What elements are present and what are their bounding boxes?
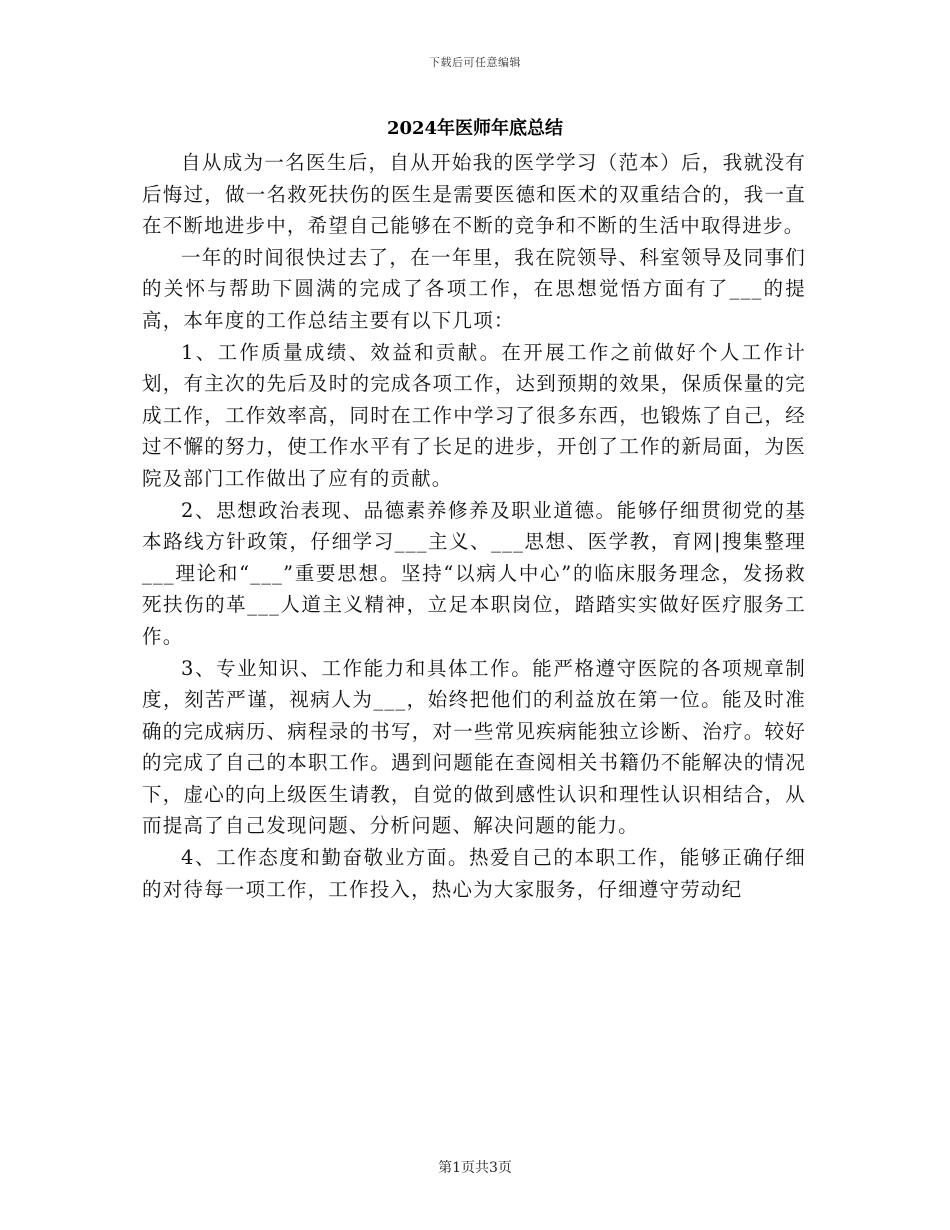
paragraph-item-4: 4、工作态度和勤奋敬业方面。热爱自己的本职工作，能够正确仔细的对待每一项工作，工作投入，热心为大家服务，仔细遵守劳动纪 [142,846,806,901]
paragraph-intro: 自从成为一名医生后，自从开始我的医学学习（范本）后，我就没有后悔过，做一名救死扶伤的医生是需要医德和医术的双重结合的，我一直在不断地进步中，希望自己能够在不断的竞争和不断的生活中取得进步。 [142,151,806,238]
document-title: 2024年医师年底总结 [386,118,564,139]
paragraph-item-3: 3、专业知识、工作能力和具体工作。能严格遵守医院的各项规章制度，刻苦严谨，视病人为___，始终把他们的利益放在第一位。能及时准确的完成病历、病程录的书写，对一些常见疾病能独立诊断、治疗。较好的完成了自己的本职工作。遇到问题能在查阅相关书籍仍不能解决的情况下，虚心的向上级医生请教，自觉的做到感性认识和理性认识相结合，从而提高了自己发现问题、分析问题、解决问题的能力。 [142,656,806,838]
document-body [142,147,806,905]
paragraph-item-1: 1、工作质量成绩、效益和贡献。在开展工作之前做好个人工作计划，有主次的先后及时的完成各项工作，达到预期的效果，保质保量的完成工作，工作效率高，同时在工作中学习了很多东西，也锻炼了自己，经过不懈的努力，使工作水平有了长足的进步，开创了工作的新局面，为医院及部门工作做出了应有的贡献。 [142,340,806,490]
page-number: 第1页共3页 [438,1160,512,1176]
paragraph-item-2: 2、思想政治表现、品德素养修养及职业道德。能够仔细贯彻党的基本路线方针政策，仔细学习___主义、___思想、医学教，育网|搜集整理___理论和“___”重要思想。坚持“以病人中心”的临床服务理念，发扬救死扶伤的革___人道主义精神，立足本职岗位，踏踏实实做好医疗服务工作。 [142,498,806,648]
paragraph-overview: 一年的时间很快过去了，在一年里，我在院领导、科室领导及同事们的关怀与帮助下圆满的完成了各项工作，在思想觉悟方面有了___的提高，本年度的工作总结主要有以下几项： [142,245,806,332]
page-header-note: 下载后可任意编辑 [429,56,521,69]
